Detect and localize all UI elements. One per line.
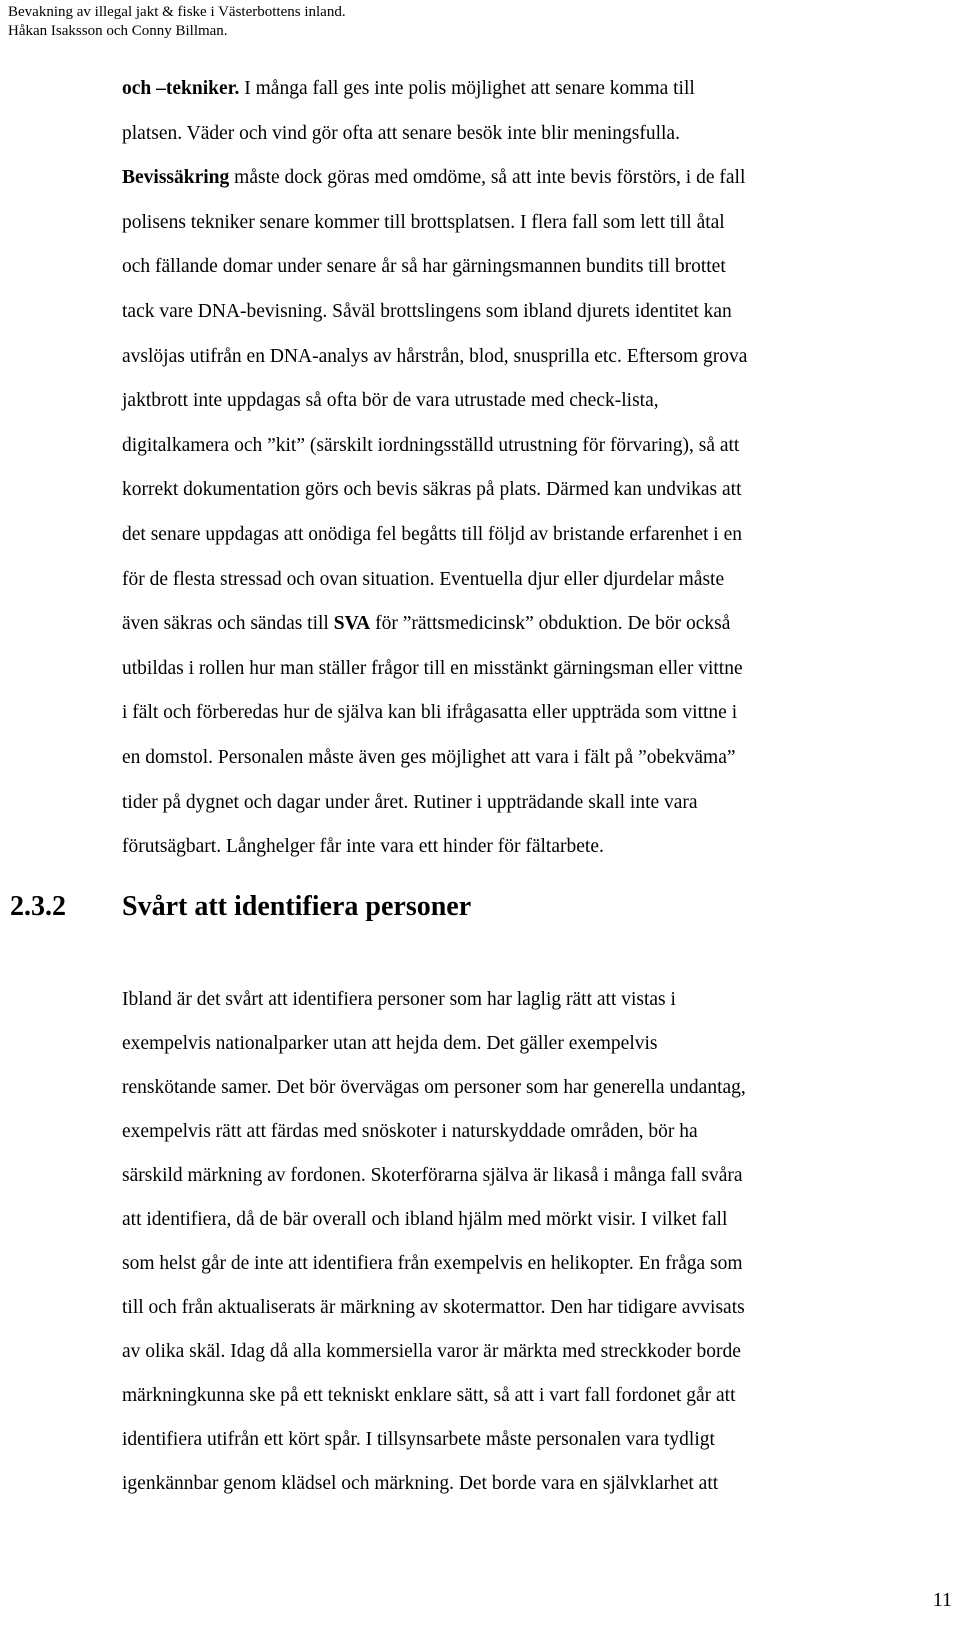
text-line: även säkras och sändas till SVA för ”rättsmedicinsk” obduktion. De bör också	[122, 613, 731, 635]
text-line: och –tekniker. I många fall ges inte polis möjlighet att senare komma till	[122, 78, 695, 99]
body-paragraph-1	[122, 67, 927, 870]
page-number: 11	[932, 1589, 952, 1611]
text-line: platsen. Väder och vind gör ofta att senare besök inte blir meningsfulla.	[122, 122, 680, 144]
text-line: och fällande domar under senare år så har gärningsmannen bundits till brottet	[122, 256, 726, 278]
text-line: exempelvis rätt att färdas med snöskoter i naturskyddade områden, bör ha	[122, 1121, 698, 1142]
text-line: korrekt dokumentation görs och bevis säkras på plats. Därmed kan undvikas att	[122, 479, 742, 501]
text-line: till och från aktualiserats är märkning av skotermattor. Den har tidigare avvisats	[122, 1297, 745, 1318]
text-line: identifiera utifrån ett kört spår. I tillsynsarbete måste personalen vara tydligt	[122, 1429, 715, 1450]
text-line: polisens tekniker senare kommer till brottsplatsen. I flera fall som lett till åtal	[122, 211, 725, 233]
text-line: igenkännbar genom klädsel och märkning. Det borde vara en självklarhet att	[122, 1473, 719, 1494]
text-line: avslöjas utifrån en DNA-analys av hårstrån, blod, snusprilla etc. Eftersom grova	[122, 345, 748, 367]
text-line: särskild märkning av fordonen. Skoterförarna själva är likaså i många fall svåra	[122, 1165, 743, 1186]
text-line: jaktbrott inte uppdagas så ofta bör de vara utrustade med check-lista,	[122, 390, 659, 412]
text-line: en domstol. Personalen måste även ges möjlighet att vara i fält på ”obekväma”	[122, 746, 736, 768]
text-line: förutsägbart. Långhelger får inte vara ett hinder för fältarbete.	[122, 836, 604, 858]
section-number: 2.3.2	[10, 891, 66, 922]
text-line: av olika skäl. Idag då alla kommersiella varor är märkta med streckkoder borde	[122, 1341, 741, 1362]
running-header	[8, 3, 346, 41]
text-line: för de flesta stressad och ovan situation. Eventuella djur eller djurdelar måste	[122, 568, 725, 590]
text-line: digitalkamera och ”kit” (särskilt iordningsställd utrustning för förvaring), så att	[122, 434, 740, 456]
text-line: utbildas i rollen hur man ställer frågor till en misstänkt gärningsman eller vittne	[122, 657, 743, 679]
body-paragraph-2	[122, 978, 927, 1506]
text-line: renskötande samer. Det bör övervägas om personer som har generella undantag,	[122, 1077, 746, 1098]
text-line: att identifiera, då de bär overall och ibland hjälm med mörkt visir. I vilket fall	[122, 1209, 728, 1230]
header-title: Bevakning av illegal jakt & fiske i Västerbottens inland.	[8, 4, 346, 20]
text-line: som helst går de inte att identifiera från exempelvis en helikopter. En fråga som	[122, 1253, 743, 1274]
text-line: Bevissäkring måste dock göras med omdöme, så att inte bevis förstörs, i de fall	[122, 167, 746, 189]
header-authors: Håkan Isaksson och Conny Billman.	[8, 23, 228, 39]
section-title: Svårt att identifiera personer	[122, 891, 472, 922]
text-line: i fält och förberedas hur de själva kan bli ifrågasatta eller uppträda som vittne i	[122, 702, 738, 724]
text-line: Ibland är det svårt att identifiera personer som har laglig rätt att vistas i	[122, 989, 676, 1010]
text-line: tider på dygnet och dagar under året. Rutiner i uppträdande skall inte vara	[122, 791, 698, 813]
text-line: märkningkunna ske på ett tekniskt enklare sätt, så att i vart fall fordonet går att	[122, 1385, 736, 1406]
text-line: tack vare DNA-bevisning. Såväl brottslingens som ibland djurets identitet kan	[122, 300, 732, 322]
text-line: exempelvis nationalparker utan att hejda dem. Det gäller exempelvis	[122, 1033, 658, 1054]
text-line: det senare uppdagas att onödiga fel begåtts till följd av bristande erfarenhet i en	[122, 523, 742, 545]
